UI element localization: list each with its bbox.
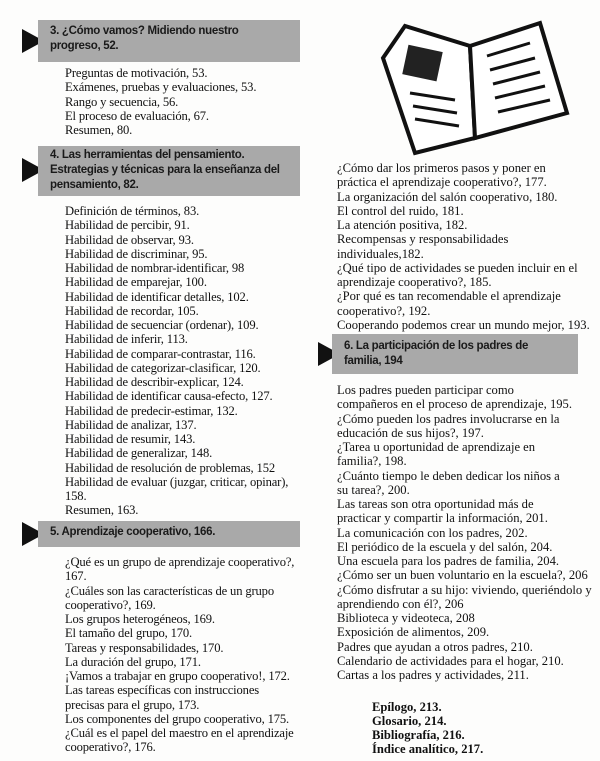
toc-entry: ¿Tarea u oportunidad de aprendizaje en xyxy=(337,440,536,454)
toc-entry: Tareas y responsabilidades, 170. xyxy=(65,640,224,655)
toc-entry: Habilidad de resumir, 143. xyxy=(65,432,196,446)
toc-entry: Habilidad de predecir-estimar, 132. xyxy=(65,403,238,418)
back-matter-item: Glosario, 214. xyxy=(372,714,447,728)
toc-entry: Resumen, 80. xyxy=(65,123,133,137)
section-6-items xyxy=(337,383,592,682)
toc-entry: Recompensas y responsabilidades xyxy=(337,232,509,247)
section-4-items xyxy=(65,204,288,518)
toc-entry: ¿Cómo ser un buen voluntario en la escuela?, 206 xyxy=(337,568,588,583)
section-3-header: 3. ¿Cómo vamos? Midiendo nuestro progreso, 52. xyxy=(38,20,300,62)
toc-entry: ¿Cómo disfrutar a su hijo: viviendo, queriéndolo y xyxy=(337,582,592,597)
open-book-illustration xyxy=(375,18,575,158)
toc-entry: ¡Vamos a trabajar en grupo cooperativo!, 172. xyxy=(65,669,290,683)
toc-entry: educación de sus hijos?, 197. xyxy=(337,425,484,440)
toc-entry: precisas para el grupo, 173. xyxy=(65,697,200,712)
toc-entry: Habilidad de identificar detalles, 102. xyxy=(65,289,249,304)
toc-entry: cooperativo?, 192. xyxy=(337,303,431,318)
toc-entry: Habilidad de comparar-contrastar, 116. xyxy=(65,346,256,361)
toc-entry: Habilidad de generalizar, 148. xyxy=(65,446,213,461)
toc-entry: Habilidad de observar, 93. xyxy=(65,232,194,247)
section-6-header: 6. La participación de los padres de familia, 194 xyxy=(332,334,578,374)
back-matter-item: Bibliografía, 216. xyxy=(372,728,465,742)
toc-entry: Habilidad de evaluar (juzgar, criticar, opinar), xyxy=(65,474,289,489)
toc-entry: Biblioteca y videoteca, 208 xyxy=(337,611,475,625)
toc-entry: Habilidad de describir-explicar, 124. xyxy=(65,375,244,389)
section-4-header: 4. Las herramientas del pensamiento. Estrategias y técnicas para la enseñanza del pensamiento, 82. xyxy=(38,146,300,196)
toc-entry: 158. xyxy=(65,489,87,503)
toc-entry: Habilidad de resolución de problemas, 152 xyxy=(65,460,275,475)
toc-entry: La comunicación con los padres, 202. xyxy=(337,525,528,540)
toc-entry: Cooperando podemos crear un mundo mejor, 193. xyxy=(337,317,590,332)
toc-entry: Habilidad de emparejar, 100. xyxy=(65,275,207,290)
toc-entry: Habilidad de discriminar, 95. xyxy=(65,246,208,261)
back-matter-item: Epílogo, 213. xyxy=(372,700,442,714)
toc-entry: Habilidad de categorizar-clasificar, 120. xyxy=(65,360,261,375)
back-matter xyxy=(372,700,483,756)
toc-entry: Las tareas específicas con instrucciones xyxy=(65,683,260,698)
toc-entry: ¿Cómo pueden los padres involucrarse en la xyxy=(337,411,560,426)
toc-entry: El control del ruido, 181. xyxy=(337,203,464,218)
toc-entry: Habilidad de identificar causa-efecto, 127. xyxy=(65,389,273,404)
toc-entry: ¿Cuáles son las características de un grupo xyxy=(65,583,274,598)
toc-entry: Habilidad de nombrar-identificar, 98 xyxy=(65,261,245,275)
toc-entry: Resumen, 163. xyxy=(65,503,139,518)
toc-entry: ¿Por qué es tan recomendable el aprendizaje xyxy=(337,289,561,304)
toc-entry: Una escuela para los padres de familia, 204. xyxy=(337,554,560,568)
section-5-items-continued xyxy=(337,161,590,332)
toc-entry: individuales,182. xyxy=(337,246,424,261)
toc-entry: Los grupos heterogéneos, 169. xyxy=(65,612,215,626)
section-5-header: 5. Aprendizaje cooperativo, 166. xyxy=(38,521,300,547)
toc-entry: La atención positiva, 182. xyxy=(337,218,468,232)
toc-entry: Habilidad de inferir, 113. xyxy=(65,332,188,347)
toc-entry: su tarea?, 200. xyxy=(337,482,410,497)
toc-entry: ¿Qué es un grupo de aprendizaje cooperativo?, xyxy=(65,555,295,569)
section-3-items xyxy=(65,66,256,137)
toc-entry: El periódico de la escuela y del salón, 204. xyxy=(337,539,553,554)
toc-entry: Habilidad de percibir, 91. xyxy=(65,218,190,233)
toc-entry: familia?, 198. xyxy=(337,454,407,469)
toc-entry: Rango y secuencia, 56. xyxy=(65,94,179,109)
toc-entry: Los padres pueden participar como xyxy=(337,383,514,397)
toc-entry: Exposición de alimentos, 209. xyxy=(337,625,490,640)
toc-entry: El proceso de evaluación, 67. xyxy=(65,108,209,123)
toc-entry: Habilidad de recordar, 105. xyxy=(65,303,199,318)
toc-entry: Las tareas son otra oportunidad más de xyxy=(337,497,534,511)
toc-entry: cooperativo?, 169. xyxy=(65,597,156,612)
toc-entry: 167. xyxy=(65,569,87,584)
toc-entry: aprendiendo con él?, 206 xyxy=(337,596,464,611)
toc-entry: Habilidad de secuenciar (ordenar), 109. xyxy=(65,318,259,332)
toc-entry: Padres que ayudan a otros padres, 210. xyxy=(337,639,533,654)
toc-entry: ¿Cuánto tiempo le deben dedicar los niños a xyxy=(337,468,560,483)
toc-entry: Habilidad de analizar, 137. xyxy=(65,417,197,432)
toc-entry: práctica el aprendizaje cooperativo?, 177. xyxy=(337,175,547,190)
toc-entry: El tamaño del grupo, 170. xyxy=(65,626,193,641)
section-5-items xyxy=(65,555,294,755)
back-matter-item: Índice analítico, 217. xyxy=(372,742,484,756)
toc-entry: ¿Cómo dar los primeros pasos y poner en xyxy=(337,161,546,175)
toc-entry: cooperativo?, 176. xyxy=(65,740,156,755)
toc-entry: Cartas a los padres y actividades, 211. xyxy=(337,668,529,682)
toc-entry: Los componentes del grupo cooperativo, 175. xyxy=(65,711,290,726)
toc-entry: Definición de términos, 83. xyxy=(65,204,200,218)
toc-entry: practicar y compartir la información, 201. xyxy=(337,511,548,526)
toc-entry: ¿Cuál es el papel del maestro en el aprendizaje xyxy=(65,726,294,740)
toc-entry: La duración del grupo, 171. xyxy=(65,654,201,669)
toc-entry: aprendizaje cooperativo?, 185. xyxy=(337,275,492,289)
toc-entry: compañeros en el proceso de aprendizaje, 195. xyxy=(337,397,572,412)
toc-entry: Preguntas de motivación, 53. xyxy=(65,66,208,80)
toc-entry: La organización del salón cooperativo, 180. xyxy=(337,189,558,204)
toc-entry: Calendario de actividades para el hogar, 210. xyxy=(337,653,564,668)
toc-entry: ¿Qué tipo de actividades se pueden incluir en el xyxy=(337,260,578,275)
toc-entry: Exámenes, pruebas y evaluaciones, 53. xyxy=(65,80,257,95)
